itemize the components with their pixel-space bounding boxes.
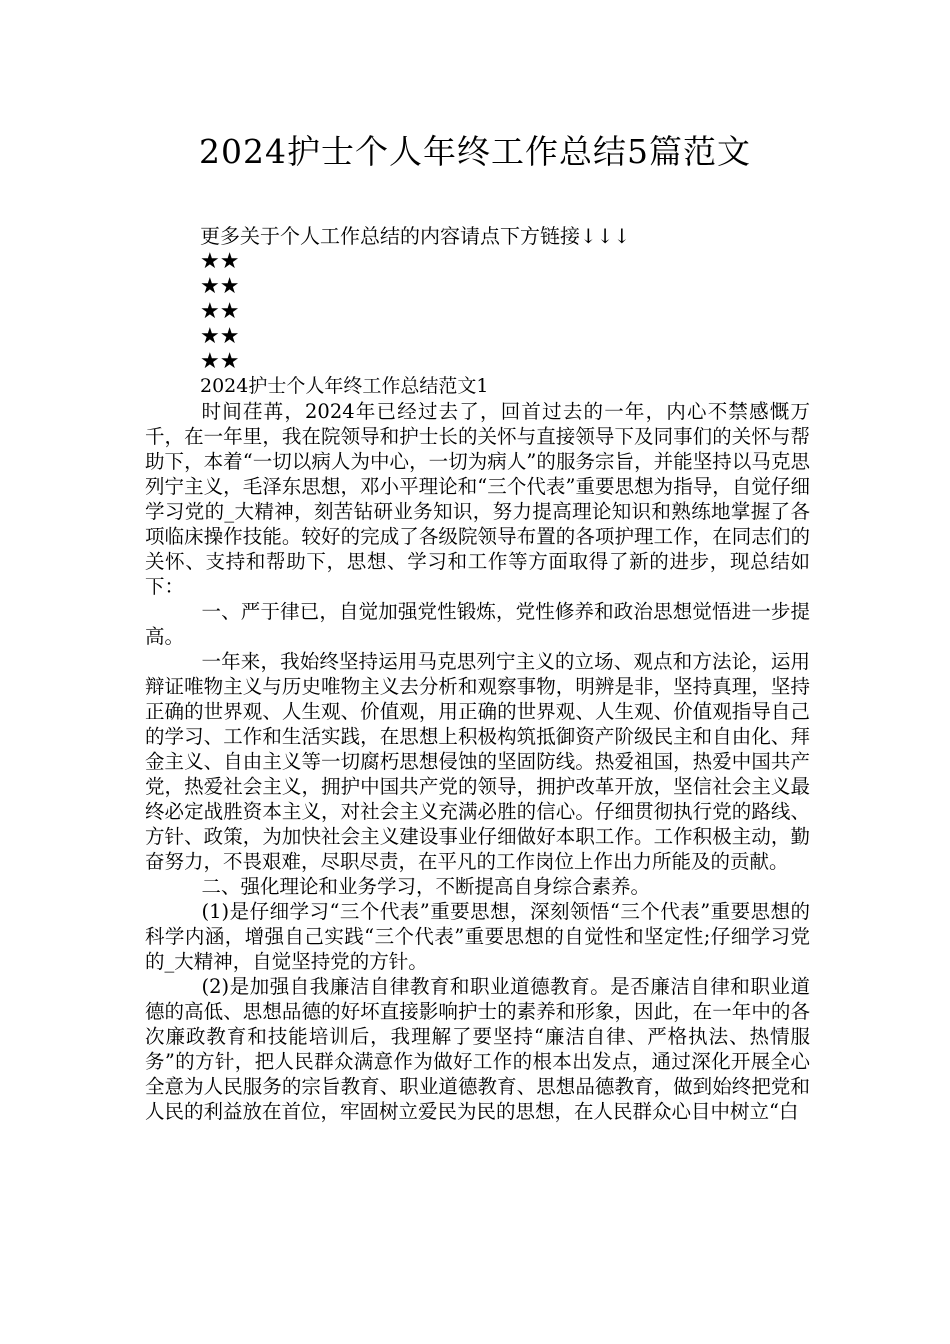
body-text [145,399,810,1124]
star-list [200,249,239,374]
paragraph: 一年来，我始终坚持运用马克思列宁主义的立场、观点和方法论，运用辩证唯物主义与历史唯物主义去分析和观察事物，明辨是非，坚持真理，坚持正确的世界观、人生观、价值观，用正确的世界观、人生观、价值观指导自己的学习、工作和生活实践，在思想上积极构筑抵御资产阶级民主和自由化、拜金主义、自由主义等一切腐朽思想侵蚀的坚固防线。热爱祖国，热爱中国共产党，热爱社会主义，拥护中国共产党的领导，拥护改革开放，坚信社会主义最终必定战胜资本主义，对社会主义充满必胜的信心。仔细贯彻执行党的路线、方针、政策，为加快社会主义建设事业仔细做好本职工作。工作积极主动，勤奋努力，不畏艰难，尽职尽责，在平凡的工作岗位上作出力所能及的贡献。 [145,650,810,873]
paragraph: 二、强化理论和业务学习，不断提高自身综合素养。 [201,875,651,898]
paragraph: 一、严于律已，自觉加强党性锻炼，党性修养和政治思想觉悟进一步提高。 [145,600,810,648]
paragraph: (1)是仔细学习“三个代表”重要思想，深刻领悟“三个代表”重要思想的科学内涵，增强自己实践“三个代表”重要思想的自觉性和坚定性;仔细学习党的_大精神，自觉坚持党的方针。 [145,900,810,973]
star-row: ★★ [200,249,240,274]
paragraph: (2)是加强自我廉洁自律教育和职业道德教育。是否廉洁自律和职业道德的高低、思想品德的好坏直接影响护士的素养和形象，因此，在一年中的各次廉政教育和技能培训后，我理解了要坚持“廉洁自律、严格执法、热情服务”的方针，把人民群众满意作为做好工作的根本出发点，通过深化开展全心全意为人民服务的宗旨教育、职业道德教育、思想品德教育，做到始终把党和人民的利益放在首位，牢固树立爱民为民的思想，在人民群众心目中树立“白 [145,975,810,1123]
document-title: 2024护士个人年终工作总结5篇范文 [199,132,751,171]
star-row: ★★ [200,349,240,374]
star-row: ★★ [200,274,240,299]
section-heading: 2024护士个人年终工作总结范文1 [200,375,489,397]
link-note[interactable]: 更多关于个人工作总结的内容请点下方链接↓↓↓ [200,224,631,248]
paragraph: 时间荏苒，2024年已经过去了，回首过去的一年，内心不禁感慨万千，在一年里，我在院领导和护士长的关怀与直接领导下及同事们的关怀与帮助下，本着“一切以病人为中心，一切为病人”的服务宗旨，并能坚持以马克思列宁主义，毛泽东思想，邓小平理论和“三个代表”重要思想为指导，自觉仔细学习党的_大精神，刻苦钻研业务知识，努力提高理论知识和熟练地掌握了各项临床操作技能。较好的完成了各级院领导布置的各项护理工作，在同志们的关怀、支持和帮助下，思想、学习和工作等方面取得了新的进步，现总结如下： [145,400,810,598]
star-row: ★★ [200,299,240,324]
star-row: ★★ [200,324,240,349]
